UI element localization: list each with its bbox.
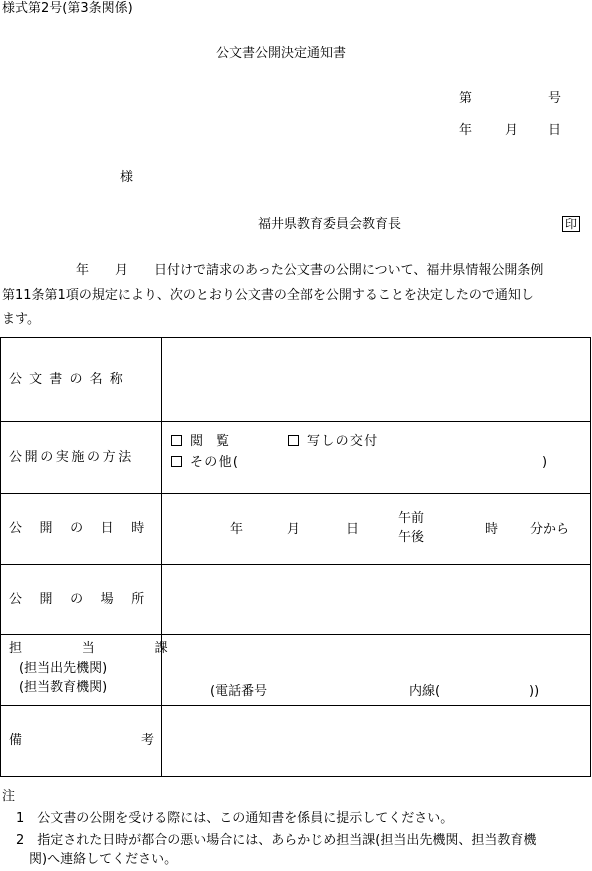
option-other[interactable]: その他(	[171, 456, 239, 469]
form-number-label: 様式第2号(第3条関係)	[2, 1, 133, 16]
field-document-name[interactable]	[162, 338, 591, 422]
label-document-name: 公文書の名称	[9, 371, 130, 387]
datetime-hour: 時	[485, 522, 499, 537]
notes-section	[0, 786, 592, 871]
date-day: 日	[548, 123, 562, 138]
date-year: 年	[459, 123, 473, 138]
label-datetime: 公開の日時	[9, 521, 162, 536]
notes-heading: 注	[2, 789, 16, 804]
field-datetime[interactable]	[162, 494, 591, 565]
phone-label: (電話番号	[210, 684, 268, 699]
datetime-pm: 午後	[398, 530, 425, 545]
row-document-name	[1, 338, 591, 422]
note-item-1: 1 公文書の公開を受ける際には、この通知書を係員に提示してください。	[16, 811, 454, 826]
body-line-3: ます。	[2, 312, 40, 327]
other-close-paren: )	[542, 455, 548, 470]
document-title: 公文書公開決定通知書	[216, 46, 347, 61]
row-remarks	[1, 706, 591, 777]
option-copy[interactable]: 写しの交付	[288, 435, 379, 448]
label-method: 公開の実施の方法	[9, 449, 134, 465]
issuer-name: 福井県教育委員会教育長	[258, 217, 402, 232]
row-department	[1, 635, 591, 706]
label-remarks-left: 備	[9, 733, 23, 748]
note-item-2-cont: 関)へ連絡してください。	[16, 852, 178, 867]
field-place[interactable]	[162, 565, 591, 635]
datetime-day: 日	[346, 522, 360, 537]
field-department[interactable]	[162, 635, 591, 706]
option-view[interactable]: 閲 覧	[171, 435, 229, 448]
number-prefix: 第	[459, 91, 473, 106]
date-month: 月	[505, 123, 519, 138]
label-department: 担当課	[9, 641, 228, 656]
seal-mark: 印	[562, 216, 580, 232]
checkbox-other[interactable]	[171, 456, 182, 467]
label-branch-office: (担当出先機関)	[19, 661, 108, 676]
datetime-year: 年	[230, 522, 244, 537]
row-datetime	[1, 494, 591, 565]
field-remarks[interactable]	[162, 706, 591, 777]
checkbox-copy[interactable]	[288, 435, 299, 446]
field-method	[162, 422, 591, 494]
datetime-am: 午前	[398, 511, 425, 526]
checkbox-view[interactable]	[171, 435, 182, 446]
label-remarks-right: 考	[141, 733, 155, 748]
datetime-minute-from: 分から	[530, 522, 570, 537]
label-education-institution: (担当教育機関)	[19, 680, 108, 695]
extension-close: ))	[529, 684, 540, 699]
disclosure-table	[0, 337, 591, 777]
body-line-2: 第11条第1項の規定により、次のとおり公文書の全部を公開することを決定したので通知し	[2, 288, 534, 303]
recipient-suffix: 様	[120, 170, 134, 185]
number-suffix: 号	[548, 91, 562, 106]
extension-label: 内線(	[409, 684, 441, 699]
datetime-month: 月	[287, 522, 301, 537]
label-place: 公開の場所	[9, 591, 162, 607]
body-line-1: 年 月 日付けで請求のあった公文書の公開について、福井県情報公開条例	[76, 263, 544, 278]
row-place	[1, 565, 591, 635]
note-item-2: 2 指定された日時が都合の悪い場合には、あらかじめ担当課(担当出先機関、担当教育機	[16, 833, 537, 848]
row-method	[1, 422, 591, 494]
